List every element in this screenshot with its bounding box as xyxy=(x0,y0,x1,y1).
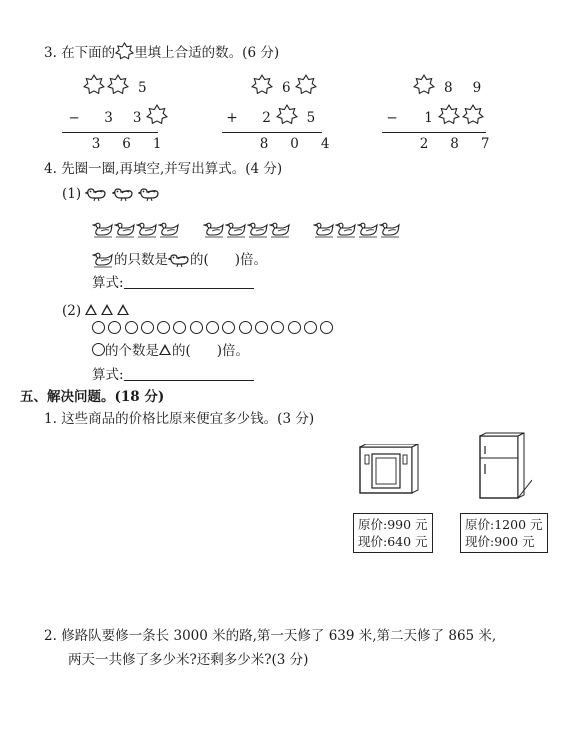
s5-q2-number: 2. xyxy=(44,628,57,644)
circle-icon xyxy=(271,321,284,334)
sum-line xyxy=(382,132,486,133)
problem-c-mid-row xyxy=(384,104,485,126)
s5-q2-line2: 两天一共修了多少米?还剩多少米?(3 分) xyxy=(68,652,309,668)
star-blank-icon[interactable] xyxy=(412,74,436,96)
duck-icon xyxy=(92,220,114,238)
circle-icon xyxy=(141,321,154,334)
oven-current-price: 现价:640 元 xyxy=(358,534,428,549)
bird-icon xyxy=(112,184,134,202)
triangle-icon xyxy=(117,304,129,315)
s5-q2-text-line1: 修路队要修一条长 3000 米的路,第一天修了 639 米,第二天修了 865 米, xyxy=(61,628,497,644)
star-blank-icon[interactable] xyxy=(275,104,299,126)
fridge-illustration xyxy=(476,432,532,500)
duck-icon xyxy=(247,220,269,238)
q4-part1-text-a: 的只数是 xyxy=(114,252,168,268)
problem-b-mid-row xyxy=(224,104,319,126)
digit: 8 xyxy=(259,136,269,152)
q4-part1-ducks-row xyxy=(92,220,401,239)
digit: 2 xyxy=(262,110,271,126)
q4-part2-formula-label: 算式: xyxy=(92,367,124,383)
circle-icon xyxy=(125,321,138,334)
duck-icon xyxy=(136,220,158,238)
s5-q2-line1 xyxy=(44,627,496,645)
star-blank-icon[interactable] xyxy=(82,74,106,96)
circle-icon xyxy=(157,321,170,334)
digit: 8 xyxy=(450,136,459,152)
formula-answer-line[interactable] xyxy=(124,274,254,289)
q4-part1-formula-row xyxy=(92,274,254,292)
circle-icon xyxy=(239,321,252,334)
q4-part2-sentence xyxy=(92,342,249,360)
problem-c-top-row xyxy=(412,74,485,96)
bird-icon xyxy=(85,184,107,202)
q4-part2-text-b: 的( xyxy=(172,343,191,359)
triangle-icon xyxy=(85,304,97,315)
duck-icon xyxy=(313,220,335,238)
s5-q1-number: 1. xyxy=(44,411,57,427)
q4-number: 4. xyxy=(44,161,57,177)
duck-icon xyxy=(225,220,247,238)
oven-illustration xyxy=(356,444,420,496)
circle-icon xyxy=(92,343,105,356)
q4-part1-text-b: 的( xyxy=(190,252,209,268)
s5-q1-text: 这些商品的价格比原来便宜多少钱。(3 分) xyxy=(61,411,315,427)
operator: − xyxy=(386,110,398,126)
s5-q1-heading xyxy=(44,410,314,428)
digit: 1 xyxy=(424,110,433,126)
oven-icon xyxy=(356,444,420,496)
q4-part1-formula-label: 算式: xyxy=(92,275,124,291)
q4-text: 先圈一圈,再填空,并写出算式。(4 分) xyxy=(61,161,283,177)
q4-part2-text-c: )倍。 xyxy=(216,343,250,359)
operator: + xyxy=(226,110,238,126)
bird-icon xyxy=(138,184,160,202)
q4-part1-text-c: )倍。 xyxy=(234,252,268,268)
digit: 8 xyxy=(444,80,453,96)
duck-icon xyxy=(114,220,136,238)
problem-a-result-row xyxy=(88,136,165,152)
digit: 1 xyxy=(152,136,162,152)
digit: 3 xyxy=(104,110,113,126)
digit: 6 xyxy=(282,80,291,96)
digit: 6 xyxy=(122,136,131,152)
duck-icon xyxy=(269,220,291,238)
circle-icon xyxy=(108,321,121,334)
star-blank-icon[interactable] xyxy=(437,104,461,126)
sum-line xyxy=(62,132,158,133)
triangle-icon xyxy=(159,344,171,355)
fridge-current-price: 现价:900 元 xyxy=(465,534,535,549)
circle-icon xyxy=(255,321,268,334)
q4-part1-birds-row xyxy=(62,184,160,203)
digit: 3 xyxy=(132,110,142,126)
star-blank-icon[interactable] xyxy=(145,104,169,126)
q4-heading xyxy=(44,160,282,178)
digit: 5 xyxy=(306,110,316,126)
q4-part2-text-a: 的个数是 xyxy=(105,343,159,359)
problem-b-top-row xyxy=(250,74,318,96)
duck-icon xyxy=(203,220,225,238)
digit: 9 xyxy=(472,80,482,96)
problem-a-mid-row xyxy=(66,104,169,126)
q3-text-before: 在下面的 xyxy=(61,45,116,61)
star-blank-icon[interactable] xyxy=(461,104,485,126)
q3-number: 3. xyxy=(44,45,57,61)
duck-icon xyxy=(335,220,357,238)
digit: 5 xyxy=(138,80,147,96)
section5-title: 五、解决问题。(18 分) xyxy=(20,389,165,405)
digit: 4 xyxy=(320,136,330,152)
fridge-icon xyxy=(476,432,532,500)
q4-part2-label: (2) xyxy=(62,303,82,319)
circle-icon xyxy=(320,321,333,334)
bird-icon xyxy=(168,250,190,268)
star-blank-icon[interactable] xyxy=(294,74,318,96)
q3-text-after: 里填上合适的数。(6 分) xyxy=(134,45,280,61)
star-blank-icon[interactable] xyxy=(250,74,274,96)
star-blank-icon xyxy=(115,42,134,61)
duck-icon xyxy=(158,220,180,238)
q4-part1-label: (1) xyxy=(62,186,82,202)
q4-part1-sentence xyxy=(92,250,267,269)
fridge-price-box xyxy=(460,513,548,553)
fridge-original-price: 原价:1200 元 xyxy=(465,517,543,532)
problem-c-result-row xyxy=(416,136,493,152)
operator: − xyxy=(68,110,80,126)
q4-part2-triangles-row xyxy=(62,302,133,320)
circle-icon xyxy=(288,321,301,334)
formula-answer-line[interactable] xyxy=(124,366,254,381)
circle-icon xyxy=(92,321,105,334)
q4-part2-formula-row xyxy=(92,366,254,384)
sum-line xyxy=(222,132,322,133)
circle-icon xyxy=(206,321,219,334)
digit: 3 xyxy=(91,136,101,152)
duck-icon xyxy=(379,220,401,238)
digit: 7 xyxy=(480,136,490,152)
circle-icon xyxy=(173,321,186,334)
star-blank-icon[interactable] xyxy=(106,74,130,96)
oven-original-price: 原价:990 元 xyxy=(358,517,428,532)
digit: 0 xyxy=(290,136,299,152)
circle-icon xyxy=(304,321,317,334)
q4-part2-circles-row xyxy=(92,320,336,338)
duck-icon xyxy=(92,250,114,268)
duck-icon xyxy=(357,220,379,238)
digit: 2 xyxy=(419,136,429,152)
circle-icon xyxy=(190,321,203,334)
problem-b-result-row xyxy=(256,136,333,152)
q3-heading xyxy=(44,42,279,62)
triangle-icon xyxy=(101,304,113,315)
circle-icon xyxy=(222,321,235,334)
oven-price-box xyxy=(353,513,433,553)
problem-a-top-row xyxy=(82,74,150,96)
